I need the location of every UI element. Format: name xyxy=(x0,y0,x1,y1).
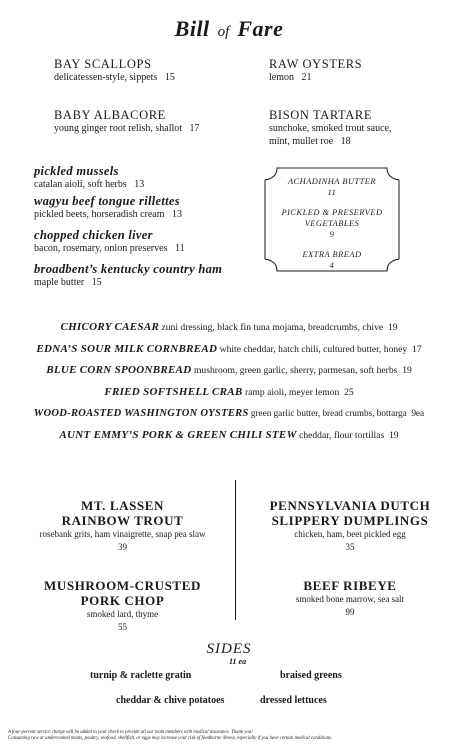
entree-name: SLIPPERY DUMPLINGS xyxy=(271,513,429,528)
item-desc: lemon xyxy=(269,72,294,83)
item-price: 19 xyxy=(402,365,412,376)
menu-item xyxy=(34,262,274,289)
menu-title xyxy=(0,16,458,42)
side-item: turnip & raclette gratin xyxy=(90,670,192,681)
box-item-name: VEGETABLES xyxy=(304,219,360,228)
entree-price: 55 xyxy=(118,622,127,632)
item-desc: young ginger root relish, shallot xyxy=(54,123,183,134)
list-item xyxy=(0,360,458,382)
footer-notes xyxy=(8,730,454,742)
entree-name: PENNSYLVANIA DUTCH xyxy=(269,498,431,513)
item-desc: pickled beets, horseradish cream xyxy=(34,209,165,220)
item-desc: cheddar, flour tortillas xyxy=(299,429,385,441)
item-price: 11 xyxy=(174,243,185,254)
item-name: WOOD-ROASTED WASHINGTON OYSTERS xyxy=(33,408,249,419)
entree-item xyxy=(245,578,455,619)
item-price: 21 xyxy=(301,72,312,83)
item-name: chopped chicken liver xyxy=(34,228,153,242)
item-name: AUNT EMMY’S PORK & GREEN CHILI STEW xyxy=(59,428,297,441)
item-price: 15 xyxy=(164,72,175,83)
entree-item xyxy=(245,498,455,554)
consumption-warning: Consuming raw or undercooked meats, poultry, seafood, shellfish, or eggs may increase your risk of foodborne illness, especially if you have certain medical conditions. xyxy=(8,736,333,741)
box-content xyxy=(266,176,398,271)
entree-name: RAINBOW TROUT xyxy=(61,513,184,528)
menu-item xyxy=(54,108,254,135)
item-desc: delicatessen-style, sippets xyxy=(54,72,158,83)
column-divider xyxy=(235,480,236,620)
box-item-price: 9 xyxy=(329,230,335,239)
entree-name: MUSHROOM-CRUSTED xyxy=(44,578,201,593)
entree-item xyxy=(20,498,225,554)
menu-item xyxy=(54,57,244,84)
entree-price: 39 xyxy=(118,542,127,552)
menu-item xyxy=(34,164,264,191)
item-name: BLUE CORN SPOONBREAD xyxy=(46,364,192,376)
item-name: broadbent’s kentucky country ham xyxy=(34,262,223,276)
item-price: 13 xyxy=(134,179,145,190)
item-price: 17 xyxy=(412,343,422,355)
item-name: pickled mussels xyxy=(34,164,119,178)
title-bill: Bill xyxy=(174,16,210,41)
box-item-price: 11 xyxy=(327,188,337,197)
item-name: EDNA’S SOUR MILK CORNBREAD xyxy=(36,342,218,355)
title-of: of xyxy=(217,24,230,40)
sides-title: SIDES xyxy=(206,641,252,657)
entree-name: MT. LASSEN xyxy=(80,498,165,513)
box-item-price: 4 xyxy=(329,261,335,270)
entree-name: PORK CHOP xyxy=(80,593,165,608)
sides-header xyxy=(0,641,458,658)
item-desc: green garlic butter, bread crumbs, bottarga xyxy=(250,408,407,418)
entree-item xyxy=(20,578,225,634)
item-desc: maple butter xyxy=(34,277,85,288)
list-item xyxy=(0,403,458,425)
item-desc: bacon, rosemary, onion preserves xyxy=(34,243,168,254)
entree-name: BEEF RIBEYE xyxy=(303,578,397,593)
list-item xyxy=(0,382,458,404)
side-item: braised greens xyxy=(280,670,342,681)
menu-item xyxy=(269,108,454,148)
item-name: wagyu beef tongue rillettes xyxy=(34,194,180,208)
title-fare: Fare xyxy=(237,16,284,41)
item-name: BABY ALBACORE xyxy=(54,108,166,122)
item-desc: sunchoke, smoked trout sauce, xyxy=(269,123,392,134)
item-name: BAY SCALLOPS xyxy=(54,57,152,71)
entree-desc: smoked lard, thyme xyxy=(86,609,159,619)
entree-price: 99 xyxy=(345,607,355,617)
box-item-name: ACHADINHA BUTTER xyxy=(287,177,377,186)
item-price: 13 xyxy=(172,209,183,220)
item-price: 25 xyxy=(344,386,354,398)
item-price: 19 xyxy=(387,322,398,333)
box-item-name: EXTRA BREAD xyxy=(302,250,362,259)
menu-item xyxy=(34,228,264,255)
entree-desc: smoked bone marrow, sea salt xyxy=(295,594,405,604)
item-name: RAW OYSTERS xyxy=(269,57,363,71)
middle-list xyxy=(0,317,458,446)
item-price: 15 xyxy=(91,277,102,288)
item-desc: ramp aioli, meyer lemon xyxy=(244,386,340,398)
list-item xyxy=(0,339,458,361)
entree-price: 35 xyxy=(345,542,355,552)
item-desc: mint, mullet roe xyxy=(269,136,334,147)
item-price: 19 xyxy=(389,429,399,441)
item-name: FRIED SOFTSHELL CRAB xyxy=(104,385,243,398)
entree-desc: chicken, ham, beet pickled egg xyxy=(294,529,406,539)
item-price: 9ea xyxy=(411,408,425,418)
side-item: cheddar & chive potatoes xyxy=(116,695,225,706)
box-item-name: PICKLED & PRESERVED xyxy=(281,208,383,217)
item-desc: white cheddar, hatch chili, cultured butter, honey xyxy=(219,343,408,355)
list-item xyxy=(0,317,458,339)
item-desc: mushroom, green garlic, sherry, parmesan, soft herbs xyxy=(193,365,398,376)
item-desc: catalan aioli, soft herbs xyxy=(34,179,127,190)
item-desc: zuni dressing, black fin tuna mojama, breadcrumbs, chive xyxy=(161,322,384,333)
item-price: 17 xyxy=(189,123,200,134)
sides-price: 11 ea xyxy=(229,657,247,666)
menu-item xyxy=(34,194,264,221)
side-item: dressed lettuces xyxy=(260,695,327,706)
menu-item xyxy=(269,57,449,84)
item-price: 18 xyxy=(340,136,351,147)
item-name: BISON TARTARE xyxy=(269,108,373,122)
service-charge-note: A four-percent service charge will be added to your check to provide all our team members with medical insurance. Thank you! xyxy=(8,730,253,735)
list-item xyxy=(0,425,458,447)
item-name: CHICORY CAESAR xyxy=(60,321,160,333)
entree-desc: rosebank grits, ham vinaigrette, snap pea slaw xyxy=(39,529,206,539)
